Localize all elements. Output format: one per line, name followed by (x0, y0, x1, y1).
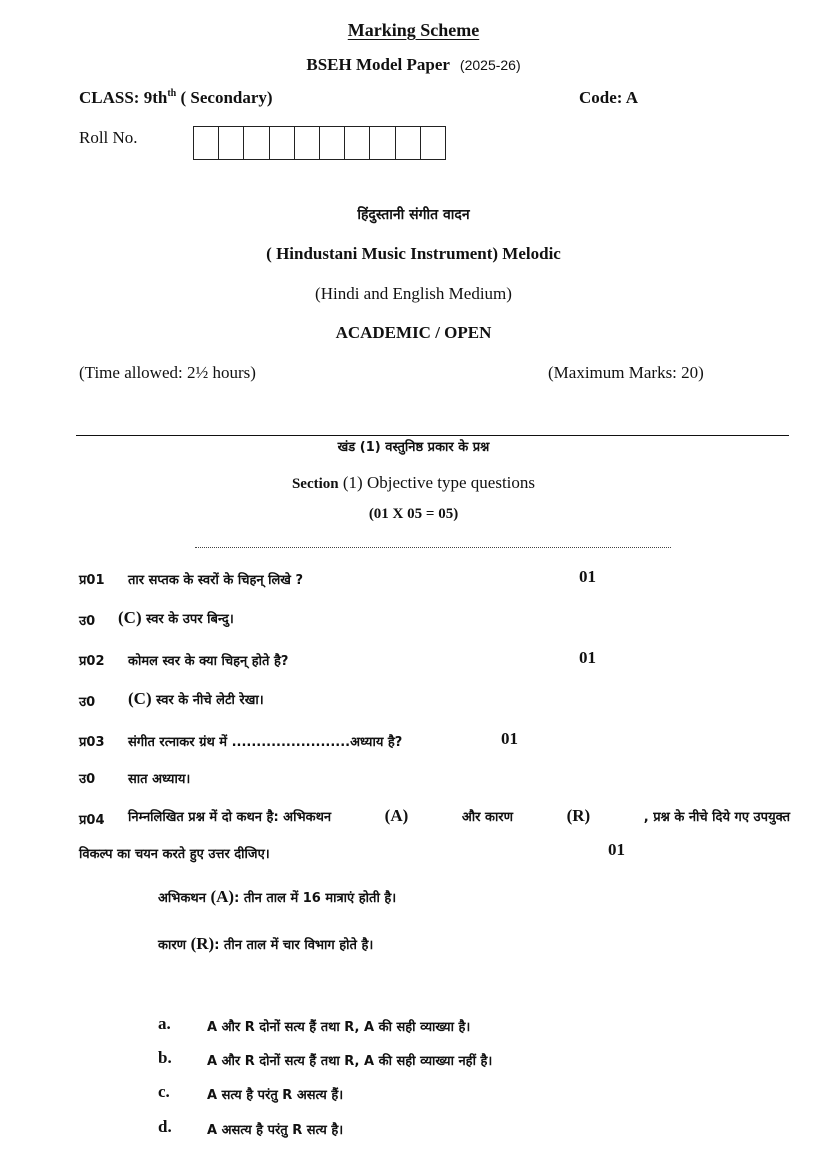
class-superscript: th (167, 88, 177, 99)
subject-english: ( Hindustani Music Instrument) Melodic (266, 244, 561, 263)
question-number: प्र04 (79, 813, 105, 828)
subject-hindi: हिंदुस्तानी संगीत वादन (357, 207, 470, 223)
question-marks: 01 (608, 840, 625, 859)
paper-name: BSEH Model Paper (306, 55, 450, 74)
medium: (Hindi and English Medium) (315, 284, 512, 303)
answer-text: स्वर के नीचे लेटी रेखा। (151, 693, 264, 708)
question-number: प्र01 (79, 573, 105, 588)
answer-text: सात अध्याय। (128, 772, 191, 787)
roll-number-cell (270, 127, 295, 159)
answer-option: (C) (118, 608, 142, 627)
option-text: A और R दोनों सत्य हैं तथा R, A की सही व्याख्या नहीं है। (207, 1054, 493, 1069)
dotted-divider (195, 547, 671, 548)
section-marks-formula: (01 X 05 = 05) (368, 506, 459, 522)
question-text (128, 806, 790, 826)
section-label: Section (291, 476, 339, 492)
option-letter: a. (158, 1014, 171, 1033)
section-description: (1) Objective type questions (338, 473, 536, 492)
roll-number-cell (421, 127, 446, 159)
answer (118, 608, 234, 628)
class-line (79, 88, 273, 108)
reason-statement (158, 934, 373, 954)
section-title-hindi: खंड (1) वस्तुनिष्ठ प्रकार के प्रश्न (337, 440, 490, 455)
question-text-part: और कारण (461, 810, 514, 825)
reason-tag: (R) (190, 934, 215, 953)
document-title: Marking Scheme (347, 20, 480, 40)
question-text: संगीत रत्नाकर ग्रंथ में ........................अध्याय है? (128, 735, 403, 750)
answer-label: उ0 (79, 695, 96, 710)
option-text: A और R दोनों सत्य हैं तथा R, A की सही व्याख्या है। (207, 1020, 471, 1035)
answer-label: उ0 (79, 772, 96, 787)
question-text-part: , प्रश्न के नीचे दिये गए उपयुक्त (643, 810, 790, 825)
answer-label: उ0 (79, 614, 96, 629)
answer (128, 689, 264, 709)
roll-number-cell (219, 127, 244, 159)
option-letter: d. (158, 1117, 172, 1136)
paper-subtitle (0, 55, 827, 75)
roll-number-cell (396, 127, 421, 159)
answer-option: (C) (128, 689, 152, 708)
question-number: प्र02 (79, 654, 105, 669)
horizontal-divider (76, 435, 789, 436)
question-text-part: निम्नलिखित प्रश्न में दो कथन है: अभिकथन (128, 810, 332, 825)
reason-label: कारण (158, 938, 191, 953)
option-text: A असत्य है परंतु R सत्य है। (207, 1123, 344, 1138)
assertion-tag: (A) (384, 806, 409, 825)
roll-number-cell (370, 127, 395, 159)
reason-text: : तीन ताल में चार विभाग होते है। (214, 938, 374, 953)
academic-year: (2025-26) (459, 57, 521, 73)
category: ACADEMIC / OPEN (335, 323, 492, 342)
roll-number-cell (194, 127, 219, 159)
assertion-statement (158, 887, 396, 907)
option-letter: c. (158, 1082, 170, 1101)
maximum-marks: (Maximum Marks: 20) (548, 363, 704, 382)
roll-number-cell (345, 127, 370, 159)
question-marks: 01 (579, 648, 596, 667)
time-allowed: (Time allowed: 2½ hours) (79, 363, 256, 382)
option-letter: b. (158, 1048, 172, 1067)
roll-number-label: Roll No. (79, 128, 138, 147)
roll-number-cell (320, 127, 345, 159)
roll-number-boxes (193, 126, 446, 160)
question-marks: 01 (579, 567, 596, 586)
class-label: CLASS: 9th (79, 88, 168, 107)
question-text: कोमल स्वर के क्या चिहन् होते है? (128, 654, 289, 669)
question-text: तार सप्तक के स्वरों के चिहन् लिखे ? (128, 573, 303, 588)
section-title-english (0, 473, 827, 493)
class-level: ( Secondary) (176, 88, 273, 107)
assertion-tag: (A) (210, 887, 235, 906)
answer-text: स्वर के उपर बिन्दु। (141, 612, 234, 627)
reason-tag: (R) (566, 806, 591, 825)
roll-number-cell (295, 127, 320, 159)
assertion-text: : तीन ताल में 16 मात्राएं होती है। (234, 891, 397, 906)
question-text-line2: विकल्प का चयन करते हुए उत्तर दीजिए। (79, 847, 270, 862)
assertion-label: अभिकथन (158, 891, 211, 906)
question-marks: 01 (501, 729, 518, 748)
question-number: प्र03 (79, 735, 105, 750)
paper-code: Code: A (579, 88, 639, 107)
option-text: A सत्य है परंतु R असत्य हैं। (207, 1088, 344, 1103)
roll-number-cell (244, 127, 269, 159)
